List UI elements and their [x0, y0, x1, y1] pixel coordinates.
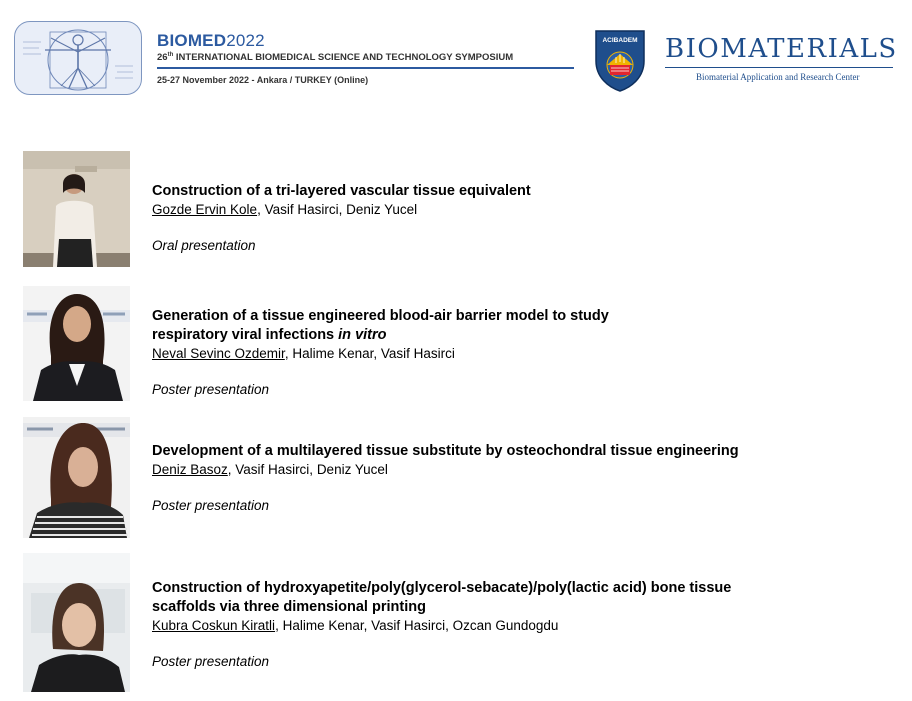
presenter-photo [23, 151, 130, 267]
presentation-type: Poster presentation [152, 382, 270, 397]
biomaterials-title: BIOMATERIALS [665, 34, 898, 64]
header [0, 0, 912, 110]
entry-title: Development of a multilayered tissue substitute by osteochondral tissue engineering [152, 443, 739, 459]
presentation-type: Poster presentation [152, 654, 270, 669]
presenter-name: Neval Sevinc Ozdemir [152, 346, 285, 361]
presentation-type: Poster presentation [152, 498, 270, 513]
entry-authors: Kubra Coskun Kiratli, Halime Kenar, Vasif Hasirci, Ozcan Gundogdu [152, 618, 559, 633]
biomaterials-divider [665, 67, 893, 68]
entry-title: Construction of a tri-layered vascular tissue equivalent [152, 183, 531, 199]
university-seal-icon [592, 27, 648, 93]
presenter-photo [23, 553, 130, 692]
entry-text [152, 182, 852, 255]
header-divider [157, 67, 574, 69]
presenter-photo [23, 417, 130, 538]
entry-authors: Gozde Ervin Kole, Vasif Hasirci, Deniz Yucel [152, 202, 418, 217]
presenter-name: Gozde Ervin Kole [152, 202, 258, 217]
biomaterials-subtitle: Biomaterial Application and Research Center [696, 72, 860, 82]
symposium-date: 25-27 November 2022 - Ankara / TURKEY (Online) [157, 75, 369, 85]
entry-title: Construction of hydroxyapetite/poly(glycerol-sebacate)/poly(lactic acid) bone tissue scaffolds via three dimensional printing [152, 580, 732, 615]
entry-title: Generation of a tissue engineered blood-air barrier model to study respiratory viral infections in vitro [152, 308, 609, 343]
entry-authors: Deniz Basoz, Vasif Hasirci, Deniz Yucel [152, 462, 388, 477]
presenter-name: Kubra Coskun Kiratli [152, 618, 276, 633]
vitruvian-man-logo [14, 21, 142, 95]
entry-text [152, 579, 852, 671]
entry-text [152, 307, 852, 399]
presentation-type: Oral presentation [152, 238, 256, 253]
symposium-subtitle: 26th INTERNATIONAL BIOMEDICAL SCIENCE AND TECHNOLOGY SYMPOSIUM [157, 52, 514, 64]
symposium-name: BIOMED2022 [157, 31, 265, 50]
entry-text [152, 442, 852, 515]
entry-authors: Neval Sevinc Ozdemir, Halime Kenar, Vasif Hasirci [152, 346, 455, 361]
presenter-name: Deniz Basoz [152, 462, 228, 477]
svg-text:ACIBADEM: ACIBADEM [602, 37, 638, 44]
presenter-photo [23, 286, 130, 401]
